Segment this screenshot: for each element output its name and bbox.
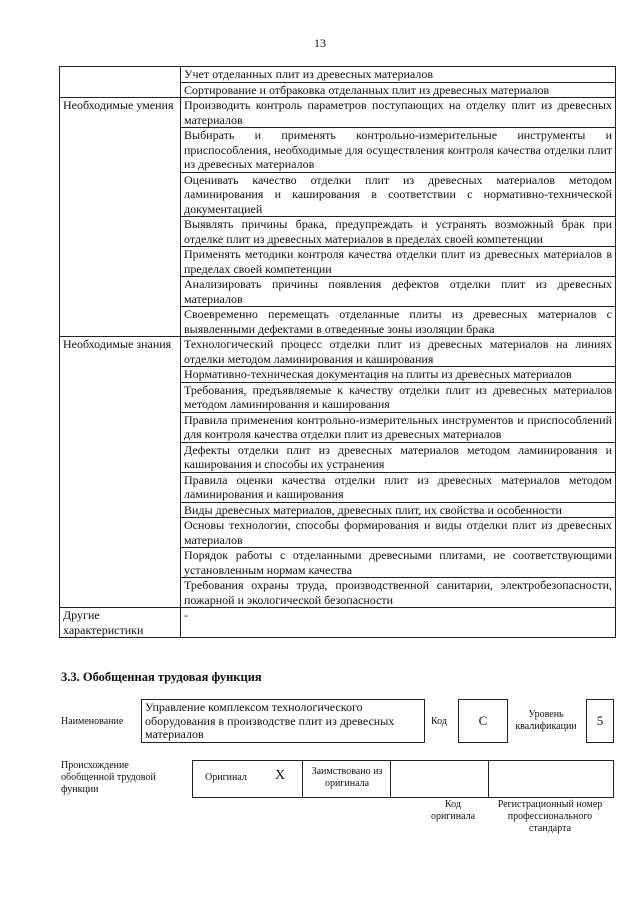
table-row — [60, 337, 616, 367]
section-title: 3.3. Обобщенная трудовая функция — [61, 670, 262, 684]
code-original-label: Код оригинала — [430, 799, 476, 822]
original-label: Оригинал — [205, 772, 247, 783]
name-label: Наименование — [61, 716, 124, 727]
level-value: 5 — [596, 713, 604, 728]
row-group-label: Другие характеристики — [60, 608, 181, 638]
table-cell: Применять методики контроля качества отделки плит из древесных материалов в пределах своей компетенции — [181, 247, 616, 277]
level-value-box — [586, 699, 614, 743]
level-label: Уровень квалификации — [515, 709, 577, 732]
table-cell: - — [181, 608, 616, 638]
row-group-label — [60, 67, 181, 98]
table-cell: Правила оценки качества отделки плит из древесных материалов методом ламинирования и каширования — [181, 472, 616, 502]
table-cell: Порядок работы с отделанными древесными плитами, не соответствующими установленным нормам качества — [181, 548, 616, 578]
divider — [302, 760, 303, 797]
origin-label: Происхождение обобщенной трудовой функции — [61, 760, 156, 795]
name-value: Управление комплексом технологического оборудования в производстве плит из древесных материалов — [145, 700, 395, 741]
table-cell: Учет отделанных плит из древесных материалов — [181, 67, 616, 83]
code-value-box — [458, 699, 508, 743]
table-cell: Дефекты отделки плит из древесных материалов методом ламинирования и каширования и способы их устранения — [181, 442, 616, 472]
borrowed-label: Заимствовано из оригинала — [311, 766, 383, 789]
table-cell: Правила применения контрольно-измерительных инструментов и приспособлений для контроля качества отделки плит из древесных материалов — [181, 412, 616, 442]
original-mark: X — [275, 768, 286, 783]
code-original-box — [390, 760, 489, 798]
table-cell: Нормативно-техническая документация на плиты из древесных материалов — [181, 367, 616, 383]
table-cell: Производить контроль параметров поступающих на отделку плит из древесных материалов — [181, 98, 616, 128]
table-row — [60, 98, 616, 128]
table-cell: Технологический процесс отделки плит из древесных материалов на линиях отделки методом ламинирования и каширования — [181, 337, 616, 367]
name-value-box — [141, 699, 425, 743]
page-number: 13 — [314, 36, 326, 50]
skills-knowledge-table — [59, 66, 616, 638]
row-group-label: Необходимые умения — [60, 98, 181, 337]
table-cell: Оценивать качество отделки плит из древесных материалов методом ламинирования и каширования в соответствии с нормативно-технической документацией — [181, 172, 616, 217]
reg-number-label: Регистрационный номер профессионального стандарта — [497, 799, 603, 834]
table-cell: Выбирать и применять контрольно-измерительные инструменты и приспособления, необходимые для осуществления контроля качества отделки плит из древесных материалов — [181, 128, 616, 173]
table-cell: Анализировать причины появления дефектов отделки плит из древесных материалов — [181, 277, 616, 307]
reg-number-box — [488, 760, 614, 798]
row-group-label: Необходимые знания — [60, 337, 181, 608]
code-label: Код — [431, 716, 447, 727]
table-cell: Требования охраны труда, производственной санитарии, электробезопасности, пожарной и экологической безопасности — [181, 578, 616, 608]
table-cell: Требования, предъявляемые к качеству отделки плит из древесных материалов методом ламинирования и каширования — [181, 382, 616, 412]
code-value: C — [478, 713, 488, 728]
table-cell: Основы технологии, способы формирования и виды отделки плит из древесных материалов — [181, 518, 616, 548]
table-cell: Выявлять причины брака, предупреждать и устранять возможный брак при отделке плит из древесных материалов в пределах своей компетенции — [181, 217, 616, 247]
table-row — [60, 67, 616, 83]
table-cell: Сортирование и отбраковка отделанных плит из древесных материалов — [181, 82, 616, 98]
table-cell: Своевременно перемещать отделанные плиты из древесных материалов с выявленными дефектами в отведенные зоны изоляции брака — [181, 307, 616, 337]
table-row — [60, 608, 616, 638]
table-cell: Виды древесных материалов, древесных плит, их свойства и особенности — [181, 502, 616, 518]
